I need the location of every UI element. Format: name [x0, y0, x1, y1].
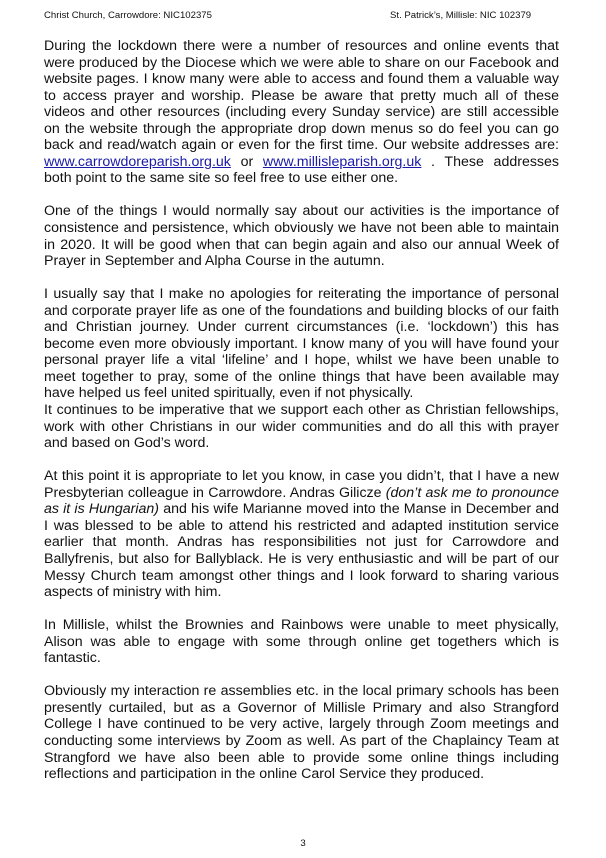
paragraph-text: . These addresses both point to the same site so feel free to use either one.: [44, 153, 560, 187]
link-carrowdore-parish[interactable]: www.carrowdoreparish.org.uk: [44, 153, 231, 170]
paragraph-text: During the lockdown there were a number of resources and online events that were produced by the Diocese which we were able to share on our Facebook and website pages. I know many were able to access and found them a valuable way to access prayer and worship. Please be aware that pretty much all of these videos and other resources (including every Sunday service) are still accessible on the website through the appropriate drop down menus so do feel you can go back and read/watch again or even for the first time. Our website addresses are:: [44, 38, 559, 154]
paragraph-brownies: In Millisle, whilst the Brownies and Rainbows were unable to meet physically, Alison was able to engage with some through online get togethers which is fantastic.: [44, 617, 559, 667]
paragraph-support: It continues to be imperative that we support each other as Christian fellowships, work with other Christians in our wider communities and do all this with prayer and based on God’s word.: [44, 402, 559, 452]
paragraph-colleague: [44, 468, 559, 600]
link-millisle-parish[interactable]: www.millisleparish.org.uk: [262, 153, 422, 170]
paragraph-schools: Obviously my interaction re assemblies etc. in the local primary schools has been presently curtailed, but as a Governor of Millisle Primary and also Strangford College I have continued to be very active, largely through Zoom meetings and conducting some interviews by Zoom as well. As part of the Chaplaincy Team at Strangford we have also been able to provide some online things including reflections and participation in the online Carol Service they produced.: [44, 683, 559, 783]
paragraph-resources: [44, 38, 559, 187]
paragraph-activities: One of the things I would normally say about our activities is the importance of consistence and persistence, which obviously we have not been able to maintain in 2020. It will be good when that can begin again and also our annual Week of Prayer in September and Alpha Course in the autumn.: [44, 203, 559, 270]
header-right-charity: St. Patrick’s, Millisle: NIC 102379: [390, 10, 532, 21]
paragraph-text: and his wife Marianne moved into the Manse in December and I was blessed to be able to attend his restricted and adapted institution service earlier that month. Andras has responsibilities not just for Carrowdore and Ballyfrenis, but also for Ballyblack. He is very enthusiastic and will be part of our Messy Church team amongst other things and I look forward to sharing various aspects of ministry with him.: [44, 501, 560, 601]
header-left-charity: Christ Church, Carrowdore: NIC102375: [44, 10, 212, 21]
page-body: [44, 38, 559, 799]
paragraph-text: At this point it is appropriate to let you know, in case you didn’t, that I have a new Presbyterian colleague in Carrowdore. Andras Gilicze: [44, 468, 559, 501]
paragraph-text: or: [230, 153, 263, 170]
paragraph-prayer-life: I usually say that I make no apologies for reiterating the importance of personal and corporate prayer life as one of the foundations and building blocks of our faith and Christian journey. Under current circumstances (i.e. ‘lockdown’) this has become even more obviously important. I know many of you will have found your personal prayer life a vital ‘lifeline’ and I hope, whilst we have been unable to meet together to pray, some of the online things that have been available may have helped us feel united spiritually, even if not physically.: [44, 286, 559, 402]
paragraph-italic-aside: (don’t ask me to pronounce as it is Hungarian): [44, 484, 559, 518]
page-number: 3: [300, 838, 306, 849]
